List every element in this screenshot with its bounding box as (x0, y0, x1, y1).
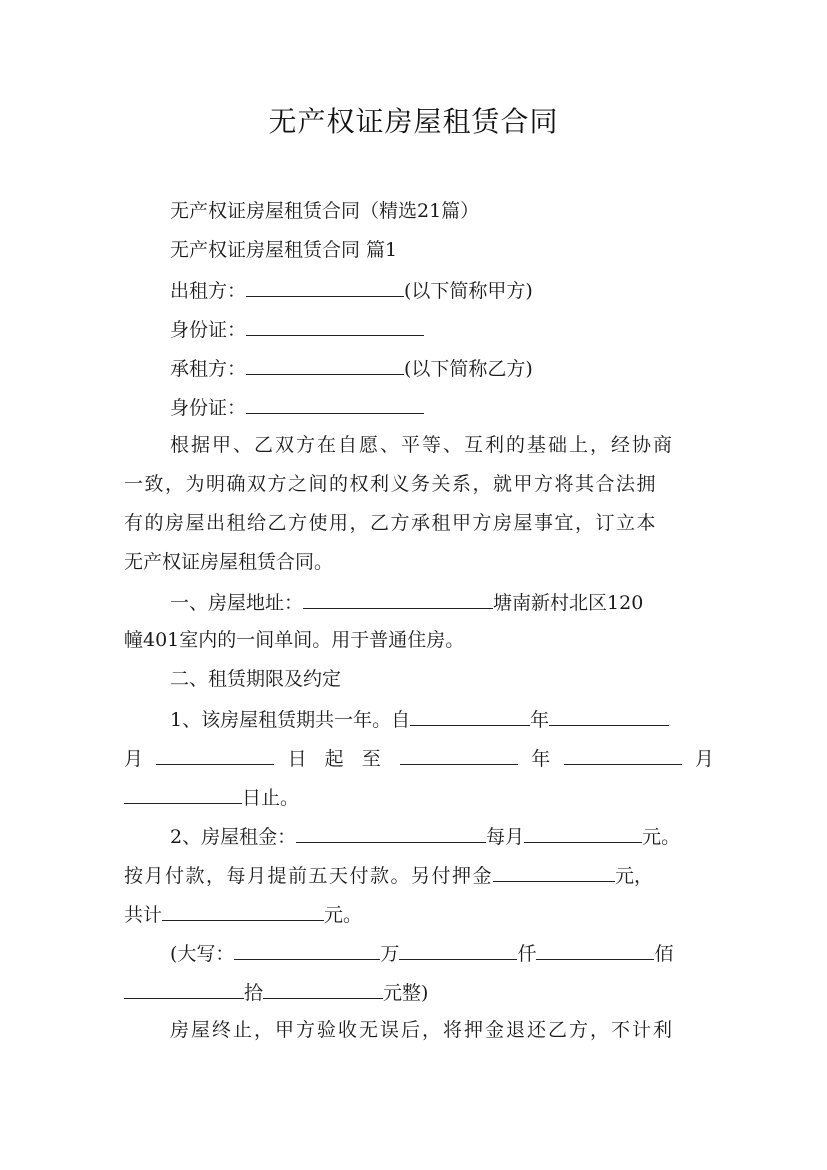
term-2-year: 年 (531, 748, 551, 770)
lessor-suffix: (以下简称甲方) (404, 280, 533, 302)
lessor-id-blank[interactable] (246, 313, 424, 336)
lessee-suffix: (以下简称乙方) (404, 358, 533, 380)
termination-text: 房屋终止，甲方验收无误后，将押金退还乙方，不计利 (170, 1019, 675, 1041)
document-title: 无产权证房屋租赁合同 (268, 105, 559, 138)
lessee-blank[interactable] (246, 352, 404, 375)
end-day-blank[interactable] (124, 781, 242, 804)
address-suffix: 塘南新村北区120 (493, 592, 644, 614)
capital-shi: 拾 (244, 982, 264, 1004)
rent-blank[interactable] (296, 820, 486, 843)
capital-shi-blank[interactable] (124, 976, 244, 999)
start-year-blank[interactable] (410, 703, 530, 726)
section-heading: 无产权证房屋租赁合同 篇1 (170, 239, 398, 261)
rent-yuan: 元。 (642, 826, 681, 848)
end-year-blank[interactable] (400, 742, 518, 765)
intro-line-4 (124, 547, 714, 577)
start-day-blank[interactable] (156, 742, 274, 765)
rent-line-2-suffix: 元， (615, 865, 654, 887)
intro-text-2: 一致，为明确双方之间的权利义务关系，就甲方将其合法拥 (124, 473, 658, 495)
term-line-2 (124, 742, 714, 774)
term-heading: 二、租赁期限及约定 (170, 668, 342, 690)
term-3-end: 日止。 (242, 787, 300, 809)
start-month-blank[interactable] (549, 703, 669, 726)
lessee-id-line (124, 391, 714, 423)
lessor-id-label: 身份证： (170, 319, 247, 341)
lessor-label: 出租方： (170, 280, 247, 302)
capital-prefix: (大写： (170, 943, 235, 965)
total-suffix: 元。 (324, 904, 363, 926)
address-label: 一、房屋地址： (170, 592, 304, 614)
intro-line-1 (124, 430, 714, 460)
capital-qian: 仟 (517, 943, 537, 965)
lessor-line (124, 274, 714, 306)
lessor-id-line (124, 313, 714, 345)
intro-text-4: 无产权证房屋租赁合同。 (124, 551, 334, 573)
lessee-id-label: 身份证： (170, 397, 247, 419)
rent-prefix: 2、房屋租金： (170, 826, 297, 848)
lessor-blank[interactable] (246, 274, 404, 297)
intro-line-2 (124, 469, 714, 499)
capital-line-1 (124, 937, 714, 969)
address-line (124, 586, 714, 618)
capital-yuan-blank[interactable] (263, 976, 383, 999)
term-2-day-start: 日 起 至 (287, 748, 387, 770)
capital-yuan: 元整) (383, 982, 429, 1004)
capital-wan: 万 (380, 943, 400, 965)
intro-text-1: 根据甲、乙双方在自愿、平等、互利的基础上，经协商 (170, 434, 675, 456)
section-heading-line (124, 235, 714, 265)
capital-wan-blank[interactable] (234, 937, 380, 960)
capital-qian-blank[interactable] (399, 937, 517, 960)
deposit-blank[interactable] (493, 859, 615, 882)
rent-line-2 (124, 859, 714, 891)
rent-line-2-prefix: 按月付款，每月提前五天付款。另付押金 (124, 865, 494, 887)
address-blank[interactable] (303, 586, 493, 609)
term-1-prefix: 1、该房屋租赁期共一年。自 (170, 709, 411, 731)
lessee-line (124, 352, 714, 384)
total-prefix: 共计 (124, 904, 163, 926)
subtitle-line (124, 196, 714, 226)
termination-line (124, 1015, 714, 1045)
subtitle: 无产权证房屋租赁合同（精选21篇） (170, 200, 480, 222)
end-month-blank[interactable] (564, 742, 682, 765)
rent-line-1 (124, 820, 714, 852)
monthly-amount-blank[interactable] (524, 820, 642, 843)
term-heading-line (124, 664, 714, 694)
total-line (124, 898, 714, 930)
term-2-month: 月 (124, 748, 144, 770)
address-line-2 (124, 625, 714, 655)
term-line-3 (124, 781, 714, 813)
total-blank[interactable] (162, 898, 324, 921)
lessee-label: 承租方： (170, 358, 247, 380)
term-1-year: 年 (530, 709, 550, 731)
intro-line-3 (124, 508, 714, 538)
lessee-id-blank[interactable] (246, 391, 424, 414)
rent-monthly: 每月 (486, 826, 525, 848)
capital-bai: 佰 (654, 943, 674, 965)
capital-line-2 (124, 976, 714, 1008)
address-text-2: 幢401室内的一间单间。用于普通住房。 (124, 629, 465, 651)
capital-bai-blank[interactable] (536, 937, 654, 960)
intro-text-3: 有的房屋出租给乙方使用，乙方承租甲方房屋事宜，订立本 (124, 512, 658, 534)
term-line-1 (124, 703, 714, 735)
term-2-month-end: 月 (694, 748, 714, 770)
